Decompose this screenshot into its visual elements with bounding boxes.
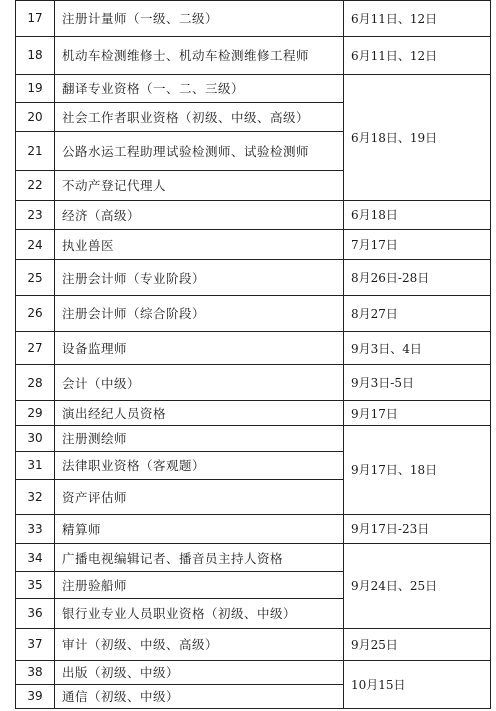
exam-name: 出版（初级、中级） (55, 660, 344, 684)
row-number: 37 (16, 629, 55, 661)
exam-name: 经济（高级） (55, 200, 344, 229)
table-row (16, 401, 491, 426)
table-row (16, 426, 491, 451)
exam-date: 6月11日、12日 (344, 1, 491, 37)
row-number: 34 (16, 543, 55, 571)
row-number: 39 (16, 684, 55, 708)
exam-name: 资产评估师 (55, 479, 344, 514)
exam-date: 9月17日、18日 (344, 426, 491, 514)
row-number: 36 (16, 598, 55, 628)
row-number: 23 (16, 200, 55, 229)
table-row (16, 543, 491, 571)
exam-date: 10月15日 (344, 660, 491, 708)
exam-name: 设备监理师 (55, 331, 344, 365)
row-number: 33 (16, 514, 55, 543)
exam-name: 机动车检测维修士、机动车检测维修工程师 (55, 36, 344, 74)
row-number: 28 (16, 365, 55, 401)
exam-date: 9月25日 (344, 629, 491, 661)
table-row (16, 331, 491, 365)
exam-date: 6月18日 (344, 200, 491, 229)
table-row (16, 260, 491, 296)
exam-date: 8月26日-28日 (344, 260, 491, 296)
row-number: 30 (16, 426, 55, 451)
row-number: 26 (16, 296, 55, 332)
row-number: 18 (16, 36, 55, 74)
exam-name: 注册会计师（综合阶段） (55, 296, 344, 332)
exam-name: 不动产登记代理人 (55, 171, 344, 200)
exam-name: 精算师 (55, 514, 344, 543)
row-number: 35 (16, 572, 55, 598)
exam-name: 执业兽医 (55, 229, 344, 259)
exam-date: 9月3日-5日 (344, 365, 491, 401)
exam-name: 公路水运工程助理试验检测师、试验检测师 (55, 132, 344, 171)
table-row (16, 74, 491, 102)
row-number: 38 (16, 660, 55, 684)
table-row (16, 629, 491, 661)
row-number: 17 (16, 1, 55, 37)
table-row (16, 365, 491, 401)
row-number: 20 (16, 102, 55, 131)
exam-name: 注册会计师（专业阶段） (55, 260, 344, 296)
exam-name: 会计（中级） (55, 365, 344, 401)
table-row (16, 229, 491, 259)
exam-name: 社会工作者职业资格（初级、中级、高级） (55, 102, 344, 131)
row-number: 21 (16, 132, 55, 171)
exam-schedule-body (16, 1, 491, 709)
row-number: 32 (16, 479, 55, 514)
exam-date: 7月17日 (344, 229, 491, 259)
exam-name: 注册验船师 (55, 572, 344, 598)
exam-date: 6月18日、19日 (344, 74, 491, 200)
row-number: 22 (16, 171, 55, 200)
exam-date: 9月17日-23日 (344, 514, 491, 543)
row-number: 24 (16, 229, 55, 259)
exam-name: 审计（初级、中级、高级） (55, 629, 344, 661)
exam-name: 银行业专业人员职业资格（初级、中级） (55, 598, 344, 628)
table-row (16, 200, 491, 229)
exam-date: 9月3日、4日 (344, 331, 491, 365)
row-number: 27 (16, 331, 55, 365)
exam-name: 翻译专业资格（一、二、三级） (55, 74, 344, 102)
table-row (16, 660, 491, 684)
exam-name: 法律职业资格（客观题） (55, 451, 344, 479)
exam-schedule-table (15, 0, 491, 709)
row-number: 19 (16, 74, 55, 102)
row-number: 25 (16, 260, 55, 296)
exam-date: 9月17日 (344, 401, 491, 426)
exam-name: 演出经纪人员资格 (55, 401, 344, 426)
table-row (16, 1, 491, 37)
row-number: 31 (16, 451, 55, 479)
exam-name: 注册计量师（一级、二级） (55, 1, 344, 37)
row-number: 29 (16, 401, 55, 426)
table-row (16, 514, 491, 543)
table-row (16, 36, 491, 74)
exam-name: 通信（初级、中级） (55, 684, 344, 708)
exam-date: 9月24日、25日 (344, 543, 491, 628)
exam-date: 6月11日、12日 (344, 36, 491, 74)
exam-name: 注册测绘师 (55, 426, 344, 451)
exam-name: 广播电视编辑记者、播音员主持人资格 (55, 543, 344, 571)
table-row (16, 296, 491, 332)
exam-date: 8月27日 (344, 296, 491, 332)
